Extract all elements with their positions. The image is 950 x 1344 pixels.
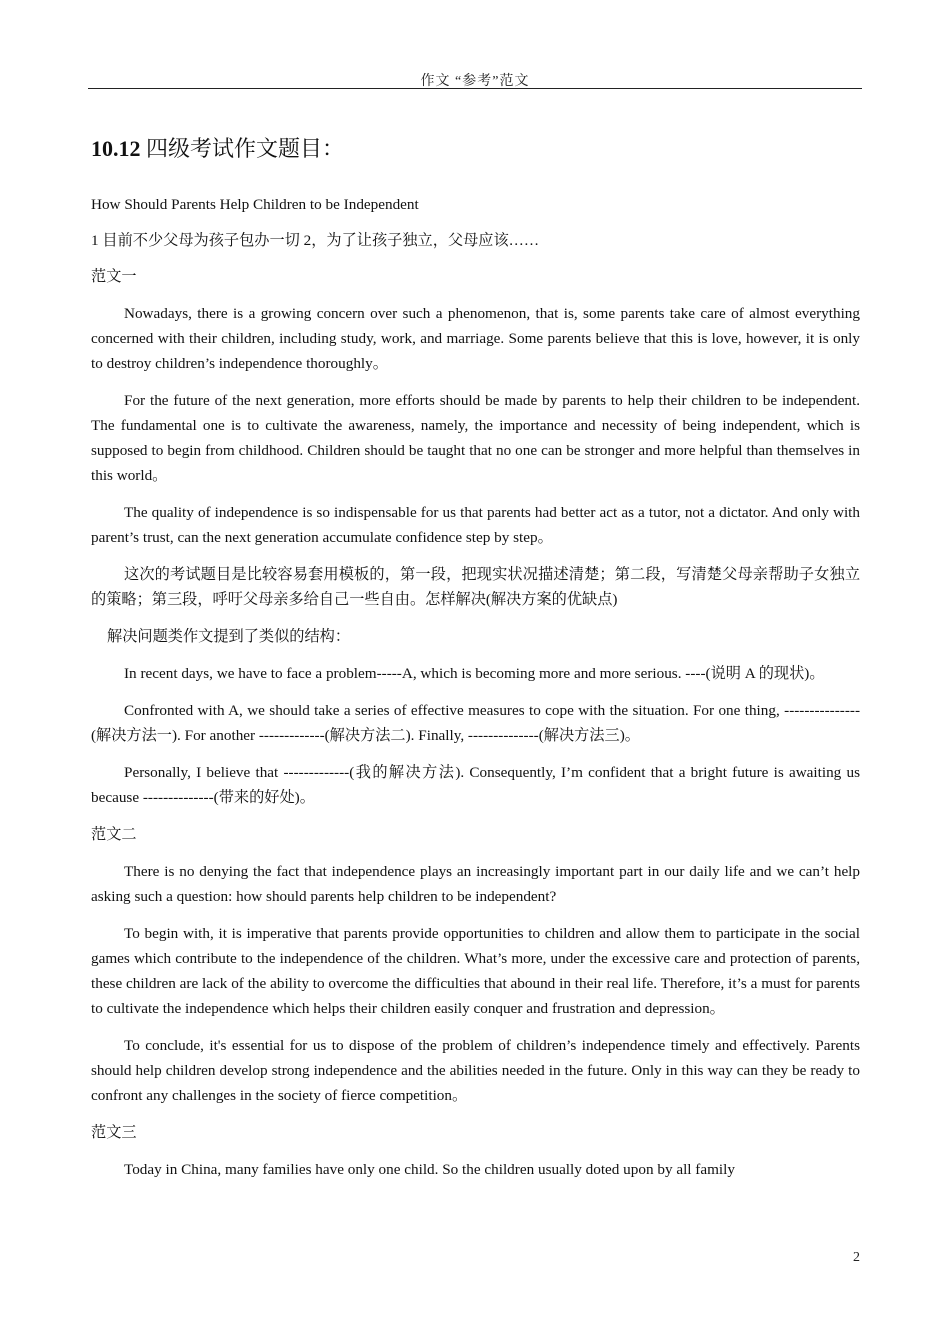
sample2-label: 范文二 [91, 826, 137, 843]
template-paragraph: Confronted with A, we should take a series of effective measures to cope with the situation. For one thing, ---------------(解决方法一). For another -------------(解决方法二). Finally, --------------(解决方法三)。 [91, 702, 860, 744]
sample2-paragraph: To begin with, it is imperative that parents provide opportunities to children and allow them to participate in the social games which contribute to the independence of the children. What’s more, under the excessive care and protection of parents, these children are lack of the ability to overcome the difficulties that abound in their real life. Therefore, it’s a must for parents to cultivate the independence which helps their children easily conquer and frustration and depression。 [91, 925, 860, 1017]
commentary-paragraph: 这次的考试题目是比较容易套用模板的，第一段，把现实状况描述清楚；第二段，写清楚父母亲帮助子女独立的策略；第三段，呼吁父母亲多给自己一些自由。怎样解决(解决方案的优缺点) [91, 566, 860, 608]
exam-title [91, 134, 860, 164]
sample2-paragraph: There is no denying the fact that independence plays an increasingly important part in our daily life and we can’t help asking such a question: how should parents help children to be independent? [91, 863, 860, 905]
sample1-paragraph: Nowadays, there is a growing concern over such a phenomenon, that is, some parents take care of almost everything concerned with their children, including study, work, and marriage. Some parents believe that this is love, however, it is only to destroy children’s independence thoroughly。 [91, 305, 860, 372]
essay-outline: 1 目前不少父母为孩子包办一切 2，为了让孩子独立，父母应该…… [91, 232, 540, 249]
template-paragraph: In recent days, we have to face a problem-----A, which is becoming more and more serious. ----(说明 A 的现状)。 [124, 665, 825, 682]
template-paragraph: Personally, I believe that -------------(我的解决方法). Consequently, I’m confident that a bright future is awaiting us because --------------(带来的好处)。 [91, 764, 860, 806]
header-divider [88, 88, 862, 89]
page-content [91, 134, 860, 1194]
sample2-paragraph: To conclude, it's essential for us to dispose of the problem of children’s independence timely and effectively. Parents should help children develop strong independence and the abilities needed in the future. Only in this way can they be ready to confront any challenges in the society of fierce competition。 [91, 1037, 860, 1104]
exam-title-text: 四级考试作文题目： [140, 136, 345, 161]
essay-topic: How Should Parents Help Children to be Independent [91, 196, 419, 213]
sample3-paragraph: Today in China, many families have only one child. So the children usually doted upon by all family [124, 1161, 735, 1178]
commentary-paragraph: 解决问题类作文提到了类似的结构： [107, 628, 350, 645]
page-number: 2 [853, 1250, 860, 1265]
sample1-label: 范文一 [91, 268, 137, 285]
exam-title-number: 10.12 [91, 136, 141, 161]
sample1-paragraph: For the future of the next generation, more efforts should be made by parents to help their children to be independent. The fundamental one is to cultivate the awareness, namely, the importance and necessity of being independent, which is supposed to begin from childhood. Children should be taught that no one can be stronger and more helpful than themselves in this world。 [91, 392, 860, 484]
sample1-paragraph: The quality of independence is so indispensable for us that parents had better act as a tutor, not a dictator. And only with parent’s trust, can the next generation accumulate confidence step by step。 [91, 504, 860, 546]
sample3-label: 范文三 [91, 1124, 137, 1141]
page-header: 作文 “参考”范文 [420, 74, 530, 89]
